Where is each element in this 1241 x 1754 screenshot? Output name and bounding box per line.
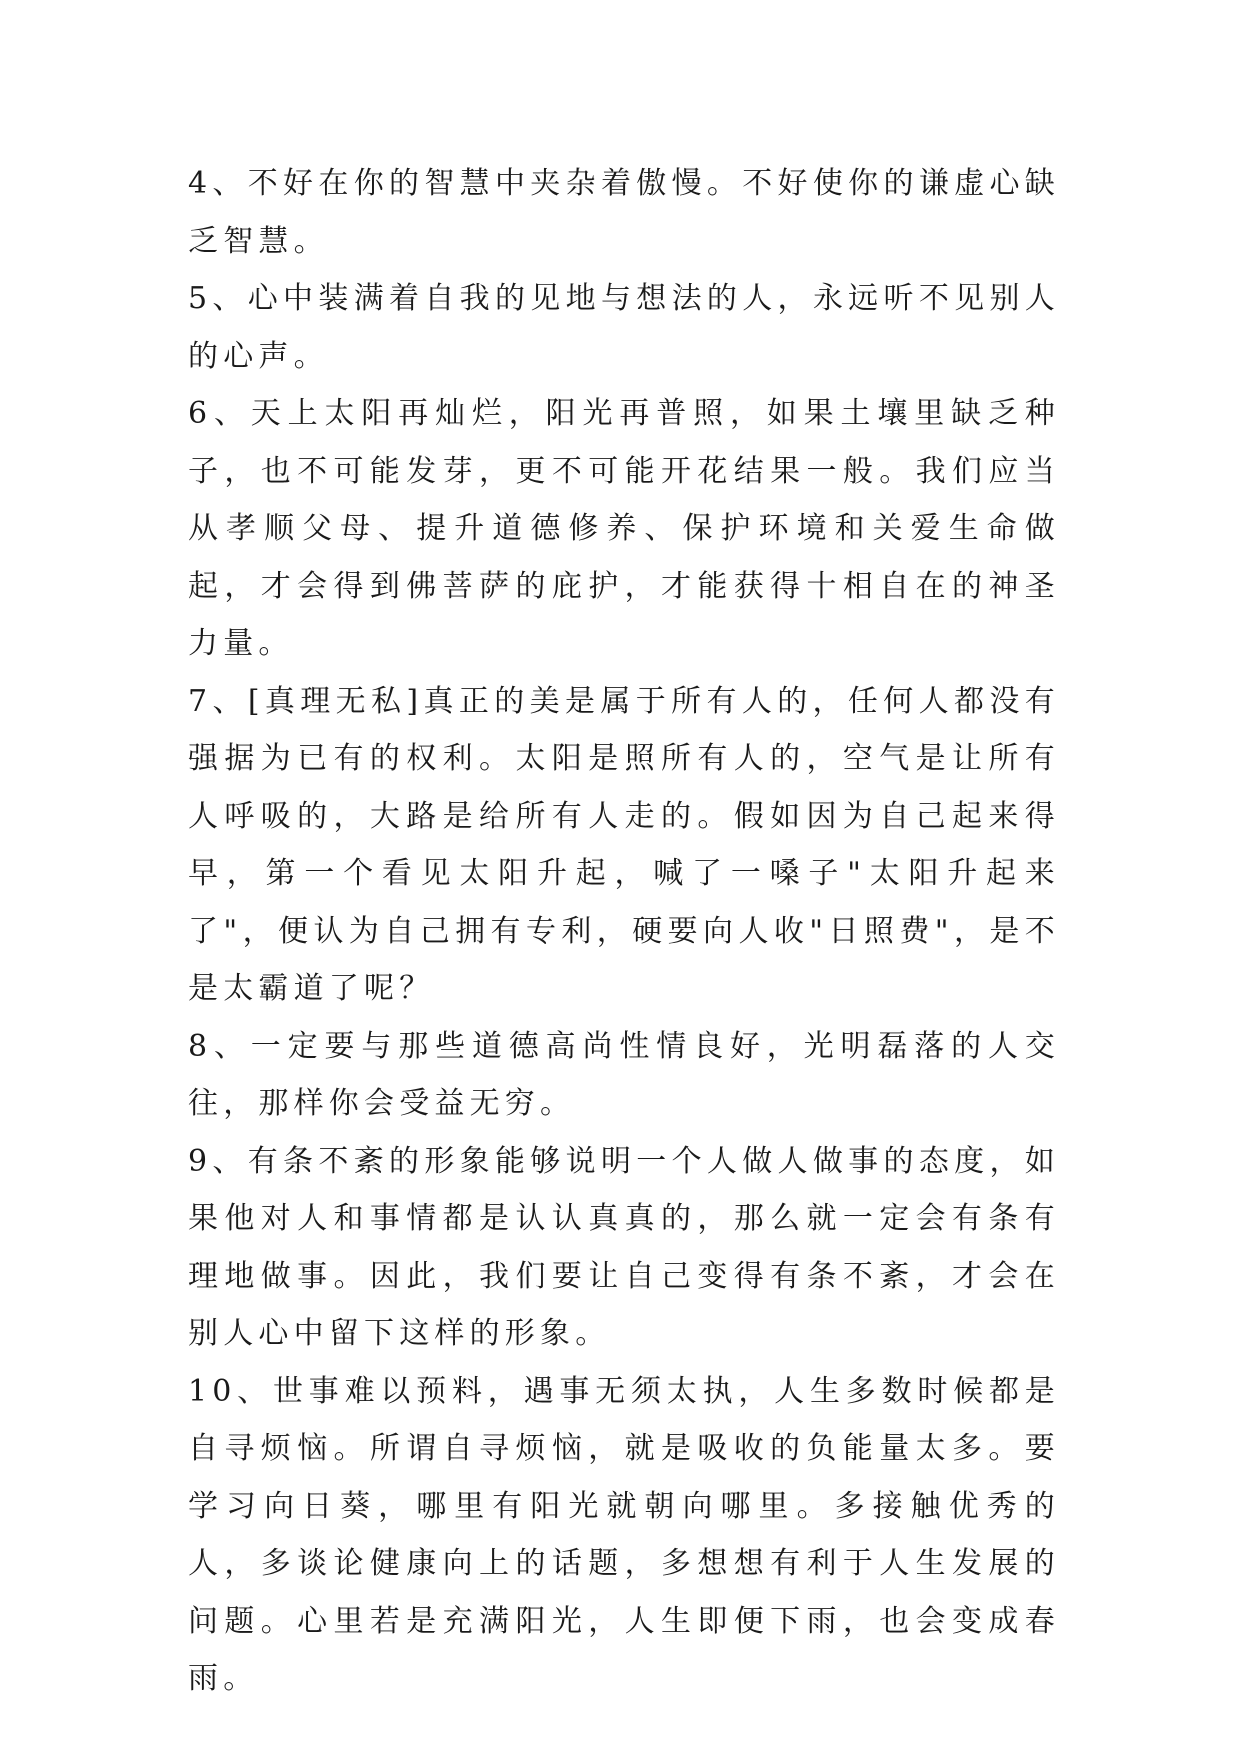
paragraph-10: 10、世事难以预料，遇事无须太执，人生多数时候都是自寻烦恼。所谓自寻烦恼，就是吸收的负能量太多。要学习向日葵，哪里有阳光就朝向哪里。多接触优秀的人，多谈论健康向上的话题，多想想有利于人生发展的问题。心里若是充满阳光，人生即便下雨，也会变成春雨。	[188, 1373, 1060, 1696]
paragraph-6: 6、天上太阳再灿烂，阳光再普照，如果土壤里缺乏种子，也不可能发芽，更不可能开花结果一般。我们应当从孝顺父母、提升道德修养、保护环境和关爱生命做起，才会得到佛菩萨的庇护，才能获得十相自在的神圣力量。	[188, 396, 1060, 661]
paragraph-8: 8、一定要与那些道德高尚性情良好，光明磊落的人交往，那样你会受益无穷。	[188, 1028, 1060, 1121]
paragraph-4: 4、不好在你的智慧中夹杂着傲慢。不好使你的谦虚心缺乏智慧。	[188, 166, 1060, 259]
paragraph-9: 9、有条不紊的形象能够说明一个人做人做事的态度，如果他对人和事情都是认认真真的，那么就一定会有条有理地做事。因此，我们要让自己变得有条不紊，才会在别人心中留下这样的形象。	[188, 1143, 1060, 1351]
paragraph-5: 5、心中装满着自我的见地与想法的人，永远听不见别人的心声。	[188, 281, 1060, 374]
document-body	[188, 155, 1060, 1708]
paragraph-7: 7、[真理无私]真正的美是属于所有人的，任何人都没有强据为已有的权利。太阳是照所有人的，空气是让所有人呼吸的，大路是给所有人走的。假如因为自己起来得早，第一个看见太阳升起，喊了一嗓子"太阳升起来了"，便认为自己拥有专利，硬要向人收"日照费"，是不是太霸道了呢？	[188, 683, 1060, 1006]
